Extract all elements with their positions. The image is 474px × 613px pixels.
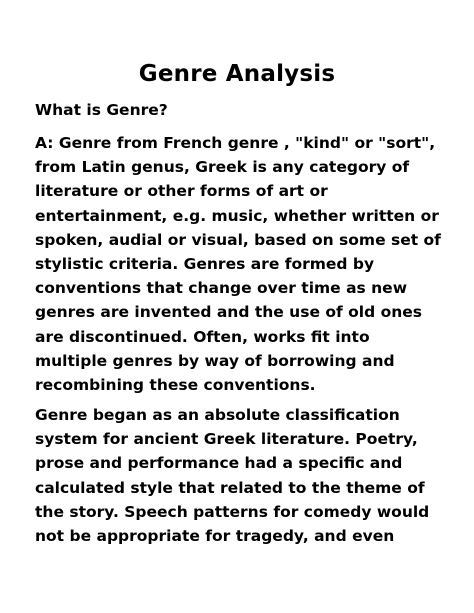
paragraph-line: from Latin genus, Greek is any category of (35, 158, 410, 177)
paragraph-history (35, 403, 450, 548)
paragraph-line: prose and performance had a specific and (35, 454, 403, 473)
paragraph-line: the story. Speech patterns for comedy would (35, 502, 430, 521)
paragraph-line: calculated style that related to the theme of (35, 478, 425, 497)
paragraph-line: system for ancient Greek literature. Poetry, (35, 430, 418, 449)
paragraph-line: A: Genre from French genre , "kind" or "sort", (35, 134, 436, 152)
paragraph-line: are discontinued. Often, works fit into (35, 327, 370, 346)
paragraph-line: not be appropriate for tragedy, and even (35, 527, 395, 546)
paragraph-line: literature or other forms of art or (35, 182, 328, 201)
paragraph-line: stylistic criteria. Genres are formed by (35, 255, 375, 274)
paragraph-line: entertainment, e.g. music, whether written or (35, 206, 439, 225)
paragraph-line: genres are invented and the use of old ones (35, 303, 423, 322)
paragraph-line: spoken, audial or visual, based on some set of (35, 230, 441, 249)
paragraph-line: Genre began as an absolute classification (35, 406, 400, 424)
paragraph-line: recombining these conventions. (35, 376, 316, 395)
page-title: Genre Analysis (138, 61, 336, 87)
paragraph-line: conventions that change over time as new (35, 279, 408, 298)
paragraph-definition (35, 131, 450, 397)
paragraph-line: multiple genres by way of borrowing and (35, 351, 395, 370)
question-heading: What is Genre? (35, 101, 168, 119)
